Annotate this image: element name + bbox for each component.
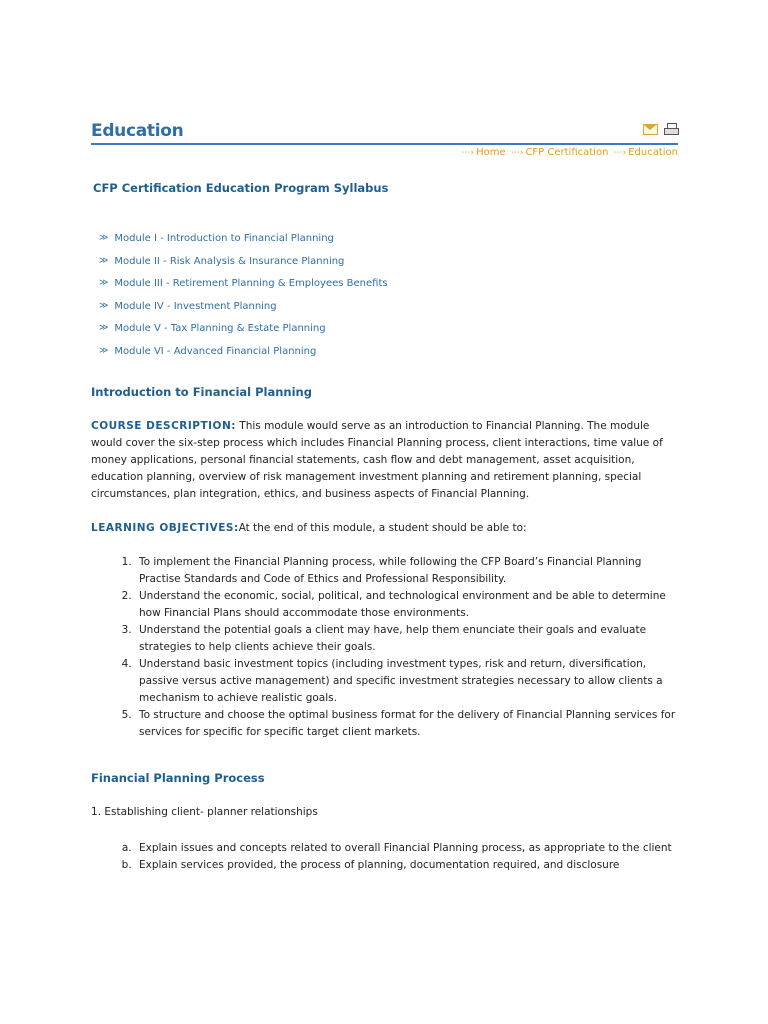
substep-item: a. Explain issues and concepts related to overall Financial Planning process, as appropriate to the client — [135, 840, 678, 857]
syllabus-title: CFP Certification Education Program Syllabus — [93, 181, 389, 195]
module-item[interactable] — [99, 346, 388, 369]
module-list — [99, 233, 388, 369]
objective-item: 1. To implement the Financial Planning process, while following the CFP Board’s Financial Planning Practise Standards and Code of Ethics and Professional Responsibility. — [135, 554, 678, 588]
module-link[interactable]: Module II - Risk Analysis & Insurance Planning — [114, 255, 345, 267]
module-link[interactable]: Module III - Retirement Planning & Employees Benefits — [114, 278, 388, 290]
course-description — [91, 418, 678, 503]
fpp-heading: Financial Planning Process — [91, 771, 265, 785]
module-item[interactable] — [99, 256, 388, 279]
learning-objectives-intro — [91, 520, 678, 537]
double-chevron-icon: ≫ — [99, 233, 109, 243]
header-divider — [91, 143, 678, 145]
learning-objectives-label: LEARNING OBJECTIVES: — [91, 522, 239, 534]
breadcrumb-home-link[interactable]: Home — [476, 147, 506, 158]
course-description-text: This module would serve as an introduction to Financial Planning. The module would cover the six-step process which includes Financial Planning process, client interactions, time value of money applications, personal financial statements, cash flow and debt management, asset acquisition, education planning, overview of risk management investment planning and retirement planning, special circumstances, plan integration, ethics, and business aspects of Financial Planning. — [91, 420, 663, 500]
module-item[interactable] — [99, 278, 388, 301]
module-link[interactable]: Module VI - Advanced Financial Planning — [114, 345, 317, 357]
page-header — [91, 121, 678, 145]
module-item[interactable] — [99, 233, 388, 256]
double-chevron-icon: ≫ — [99, 300, 109, 311]
breadcrumb-arrow-icon: ⋯› — [461, 148, 475, 158]
module-item[interactable] — [99, 301, 388, 324]
header-tools — [643, 123, 678, 135]
learning-objectives-text: At the end of this module, a student should be able to: — [238, 522, 527, 534]
intro-heading: Introduction to Financial Planning — [91, 385, 312, 399]
objective-item: 5. To structure and choose the optimal business format for the delivery of Financial Planning services for services for specific for specific target client markets. — [135, 707, 678, 741]
module-link[interactable]: Module V - Tax Planning & Estate Planning — [114, 323, 326, 335]
objectives-list — [91, 554, 678, 741]
substeps-list — [91, 840, 678, 874]
page-title: Education — [91, 121, 184, 141]
breadcrumb-cfp-link[interactable]: CFP Certification — [525, 147, 609, 158]
objective-item: 3. Understand the potential goals a client may have, help them enunciate their goals and evaluate strategies to help clients achieve their goals. — [135, 622, 678, 656]
breadcrumb-arrow-icon: ⋯› — [510, 148, 524, 158]
mail-icon[interactable] — [643, 124, 658, 135]
double-chevron-icon: ≫ — [99, 255, 109, 266]
module-link[interactable]: Module IV - Investment Planning — [114, 300, 277, 312]
module-item[interactable] — [99, 323, 388, 346]
breadcrumb — [460, 147, 679, 158]
print-icon[interactable] — [664, 123, 678, 135]
objective-item: 2. Understand the economic, social, political, and technological environment and be able to determine how Financial Plans should accommodate those environments. — [135, 588, 678, 622]
substep-item: b. Explain services provided, the process of planning, documentation required, and disclosure — [135, 857, 678, 874]
breadcrumb-education-link[interactable]: Education — [628, 147, 678, 158]
double-chevron-icon: ≫ — [99, 345, 109, 356]
double-chevron-icon: ≫ — [99, 323, 109, 334]
objective-item: 4. Understand basic investment topics (including investment types, risk and return, diversification, passive versus active management) and specific investment strategies necessary to allow clients a mechanism to achieve realistic goals. — [135, 656, 678, 707]
double-chevron-icon: ≫ — [99, 278, 109, 289]
breadcrumb-arrow-icon: ⋯› — [613, 148, 627, 158]
fpp-step-1: 1. Establishing client- planner relationships — [91, 806, 318, 818]
course-description-label: COURSE DESCRIPTION: — [91, 420, 236, 432]
module-link[interactable]: Module I - Introduction to Financial Planning — [114, 233, 334, 244]
